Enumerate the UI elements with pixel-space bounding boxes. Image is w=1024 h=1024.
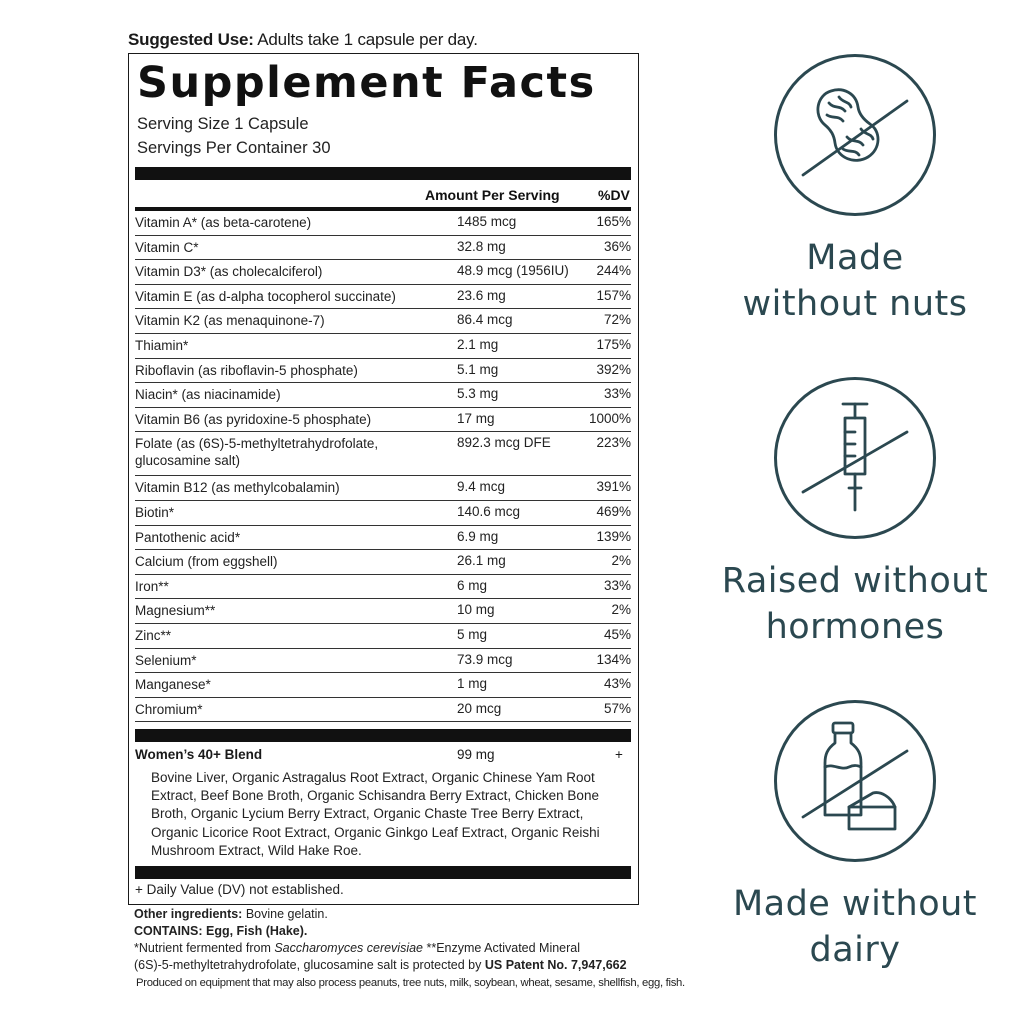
claim-line1: Made without [732,884,978,924]
nutrient-name: Vitamin B12 (as methylcobalamin) [135,480,340,496]
facts-title: Supplement Facts [137,58,596,108]
servings-per-container: Servings Per Container 30 [137,139,331,157]
nutrient-dv: 36% [603,238,631,254]
suggested-use-label: Suggested Use: [128,30,254,49]
nutrient-name: Riboflavin (as riboflavin-5 phosphate) [135,362,358,378]
peanut-crossed-icon [777,57,933,213]
footnote-text-a: *Nutrient fermented from [134,941,275,955]
claim-line2: without nuts [742,284,968,324]
nutrient-row [135,673,631,698]
nutrient-amount: 17 mg [457,410,495,426]
nutrient-row [135,698,631,723]
claim-line1: Raised without [721,561,989,601]
claim-line2: hormones [765,607,945,647]
nutrient-row [135,383,631,408]
nutrient-row [135,334,631,359]
footnote-nutrients [134,941,580,955]
nutrient-name: Zinc** [135,628,172,643]
nutrient-amount: 26.1 mg [457,553,506,569]
nutrient-dv: 139% [596,528,631,544]
claim-badge-hormones [774,377,936,539]
nutrient-name: Vitamin E (as d-alpha tocopherol succinate) [135,288,396,304]
amount-header: Amount Per Serving [425,187,560,203]
patent-number: US Patent No. 7,947,662 [484,958,627,972]
nutrient-name: Niacin* (as niacinamide) [135,387,281,403]
contains-statement: CONTAINS: Egg, Fish (Hake). [134,924,308,938]
nutrient-amount: 1 mg [457,676,488,692]
nutrient-row [135,526,631,551]
nutrient-amount: 9.4 mcg [457,479,506,495]
nutrient-amount: 23.6 mg [457,287,506,303]
nutrient-name: Pantothenic acid* [135,529,241,545]
nutrient-amount: 892.3 mcg DFE [457,435,551,451]
nutrient-dv: 223% [596,435,631,451]
claim-text-hormones [700,558,1010,650]
nutrient-row [135,501,631,526]
nutrient-row [135,575,631,600]
nutrient-dv: 175% [596,337,631,352]
nutrient-row [135,236,631,261]
nutrient-dv: 157% [596,287,631,303]
nutrient-name: Vitamin D3* (as cholecalciferol) [135,264,323,280]
nutrient-name: Vitamin B6 (as pyridoxine-5 phosphate) [135,411,372,427]
nutrient-name: Calcium (from eggshell) [135,554,278,570]
syringe-crossed-icon [777,380,933,536]
blend-ingredients: Bovine Liver, Organic Astragalus Root Extract, Organic Chinese Yam Root Extract, Beef Bone Broth, Organic Schisandra Berry Extract, Chicken Bone Broth, Organic Lycium Berry Extract, Organic Chaste Tree Berry Extract, Organic Licorice Root Extract, Organic Ginkgo Leaf Extract, Organic Reishi Mushroom Extract, Wild Hake Roe. [151,770,600,858]
nutrient-row [135,476,631,501]
nutrient-amount: 86.4 mcg [457,312,513,328]
nutrient-row [135,624,631,649]
blend-amount: 99 mg [457,747,495,762]
claim-text-nuts [700,235,1010,327]
nutrient-name: Magnesium** [135,603,216,619]
claim-line2: dairy [809,930,901,970]
thick-divider [135,866,631,879]
footnote-species: Saccharomyces cerevisiae [274,941,424,955]
other-ingredients-text: Bovine gelatin. [242,907,328,921]
footnote-text-b: **Enzyme Activated Mineral [423,941,581,955]
supplement-facts-panel [128,53,639,905]
nutrient-row [135,432,631,476]
nutrient-row [135,211,631,236]
nutrient-dv: 165% [596,214,631,229]
nutrient-amount: 6 mg [457,577,488,593]
nutrient-dv: 2% [611,602,631,618]
nutrient-amount: 48.9 mcg (1956IU) [457,263,569,279]
nutrient-dv: 392% [596,361,631,377]
nutrient-dv: 469% [596,504,631,519]
nutrient-name: Selenium* [135,652,197,668]
claim-text-dairy [700,881,1010,973]
claim-badge-nuts [774,54,936,216]
nutrient-row [135,309,631,334]
blend-name: Women’s 40+ Blend [135,747,263,762]
nutrient-dv: 2% [611,553,631,569]
thick-divider [135,729,631,742]
nutrient-row [135,285,631,310]
nutrient-name: Biotin* [135,505,175,520]
nutrient-dv: 134% [596,651,631,667]
nutrient-dv: 391% [596,479,631,495]
allergen-statement: Produced on equipment that may also process peanuts, tree nuts, milk, soybean, wheat, sesame, shellfish, egg, fish. [136,977,685,989]
nutrient-name: Chromium* [135,701,203,717]
claim-line1: Made [806,238,904,278]
nutrient-name: Vitamin C* [135,239,199,255]
nutrient-dv: 33% [603,577,631,593]
nutrient-dv: 33% [603,386,631,402]
suggested-use [128,30,478,50]
nutrient-name: Vitamin K2 (as menaquinone-7) [135,313,325,329]
other-ingredients [134,907,328,921]
nutrient-dv: 72% [603,312,631,328]
nutrient-amount: 2.1 mg [457,337,499,352]
nutrient-dv: 43% [603,676,631,692]
blend-dv: + [615,747,623,762]
nutrient-row [135,260,631,285]
nutrient-dv: 1000% [588,410,631,426]
patent-text: (6S)-5-methyltetrahydrofolate, glucosamine salt is protected by [134,958,485,972]
nutrient-amount: 140.6 mcg [457,504,521,519]
other-ingredients-label: Other ingredients: [134,907,243,921]
nutrient-amount: 1485 mcg [457,214,517,229]
serving-size: Serving Size 1 Capsule [137,115,309,133]
dv-header: %DV [598,187,630,203]
nutrient-name: Iron** [135,578,169,594]
nutrient-name: Folate (as (6S)-5-methyltetrahydrofolate, glucosamine salt) [135,436,379,469]
nutrient-amount: 10 mg [457,602,495,618]
claim-badge-dairy [774,700,936,862]
nutrient-amount: 5.3 mg [457,386,499,402]
nutrient-row [135,359,631,384]
dv-note: + Daily Value (DV) not established. [135,882,344,897]
suggested-use-text: Adults take 1 capsule per day. [253,30,478,49]
nutrient-name: Thiamin* [135,338,189,353]
nutrient-row [135,550,631,575]
nutrient-row [135,649,631,674]
nutrient-amount: 6.9 mg [457,528,499,544]
nutrient-amount: 20 mcg [457,700,502,716]
nutrient-amount: 73.9 mcg [457,651,513,667]
nutrient-row [135,599,631,624]
patent-note [134,958,627,972]
nutrient-dv: 45% [603,627,631,642]
nutrient-row [135,408,631,433]
nutrient-name: Vitamin A* (as beta-carotene) [135,215,312,230]
nutrient-name: Manganese* [135,677,211,693]
milk-cheese-crossed-icon [777,703,933,859]
nutrient-dv: 57% [603,700,631,716]
nutrient-amount: 5.1 mg [457,361,499,377]
nutrient-amount: 5 mg [457,627,488,642]
nutrient-dv: 244% [596,263,631,279]
nutrient-amount: 32.8 mg [457,238,506,254]
thick-divider [135,167,631,180]
